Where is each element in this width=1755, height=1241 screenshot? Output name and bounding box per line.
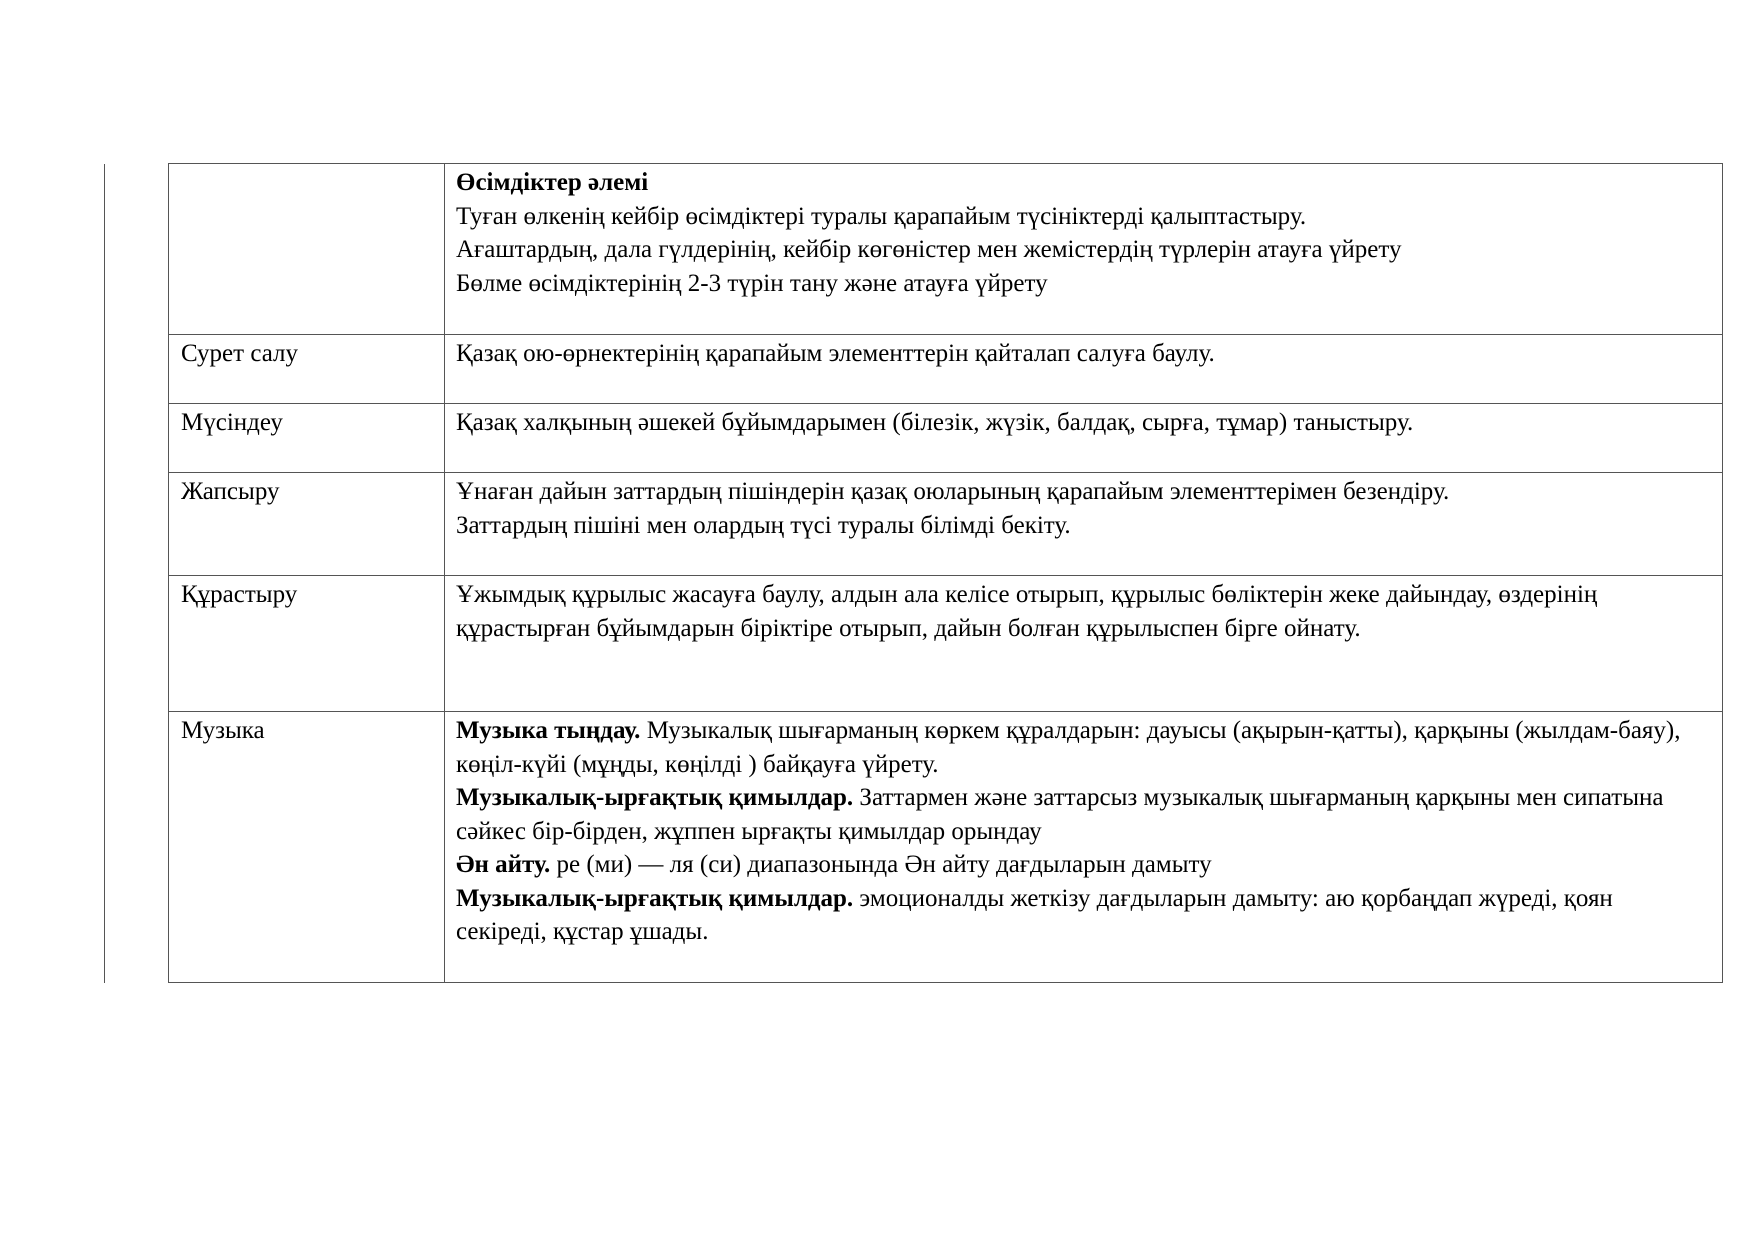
subject-cell: Құрастыру <box>169 576 445 712</box>
content-line: Қазақ халқының әшекей бұйымдарымен (білезік, жүзік, балдақ, сырға, тұмар) таныстыру. <box>456 409 1414 436</box>
table-row <box>105 164 1723 335</box>
table-row <box>105 335 1723 404</box>
content-cell <box>445 404 1723 473</box>
content-line: Заттардың пішіні мен олардың түсі туралы білімді бекіту. <box>456 511 1071 539</box>
content-line: Туған өлкенің кейбір өсімдіктері туралы қарапайым түсініктерді қалыптастыру. <box>456 202 1307 230</box>
content-line: Музыкалық-ырғақтық қимылдар. эмоционалды жеткізу дағдыларын дамыту: аю қорбаңдап жүреді, қоян <box>456 884 1613 912</box>
table-row <box>105 712 1723 983</box>
content-line: секіреді, құстар ұшады. <box>456 918 709 945</box>
content-line: Музыкалық-ырғақтық қимылдар. Заттармен және заттарсыз музыкалық шығарманың қарқыны мен сипатына сәйкес бір-бірден, жұппен ырғақты қимылдар орындау <box>456 784 1664 845</box>
subject-cell: Жапсыру <box>169 473 445 576</box>
content-line: Ұжымдық құрылыс жасауға баулу, алдын ала келісе отырып, құрылыс бөліктерін жеке дайындау, өздерінің құрастырған бұйымдарын біріктіре отырып, дайын болған құрылыспен бірге ойнату. <box>456 581 1598 642</box>
outer-blank-cell <box>105 164 169 983</box>
subject-cell <box>169 164 445 335</box>
content-line: Музыка тыңдау. Музыкалық шығарманың көркем құралдарын: дауысы (ақырын-қатты), қарқыны (жылдам-баяу), көңіл-күйі (мұңды, көңілді ) байқауға үйрету. <box>456 717 1681 778</box>
subject-cell: Музыка <box>169 712 445 983</box>
content-line: Өсімдіктер әлемі <box>456 169 649 196</box>
content-line: Қазақ ою-өрнектерінің қарапайым элементтерін қайталап салуға баулу. <box>456 340 1215 367</box>
table-row <box>105 404 1723 473</box>
subject-cell: Сурет салу <box>169 335 445 404</box>
content-cell <box>445 712 1723 983</box>
content-line: Ағаштардың, дала гүлдерінің, кейбір көгөністер мен жемістердің түрлерін атауға үйрету <box>456 236 1402 263</box>
content-line: Ән айту. ре (ми) — ля (си) диапазонында Ән айту дағдыларын дамыту <box>456 851 1212 878</box>
content-cell <box>445 473 1723 576</box>
content-line: Бөлме өсімдіктерінің 2-3 түрін тану және атауға үйрету <box>456 269 1048 297</box>
content-cell <box>445 335 1723 404</box>
content-line: Ұнаған дайын заттардың пішіндерін қазақ оюларының қарапайым элементтерімен безендіру. <box>456 478 1450 505</box>
curriculum-table <box>104 163 1723 983</box>
subject-cell: Мүсіндеу <box>169 404 445 473</box>
content-cell <box>445 164 1723 335</box>
table-row <box>105 576 1723 712</box>
table-row <box>105 473 1723 576</box>
content-cell <box>445 576 1723 712</box>
